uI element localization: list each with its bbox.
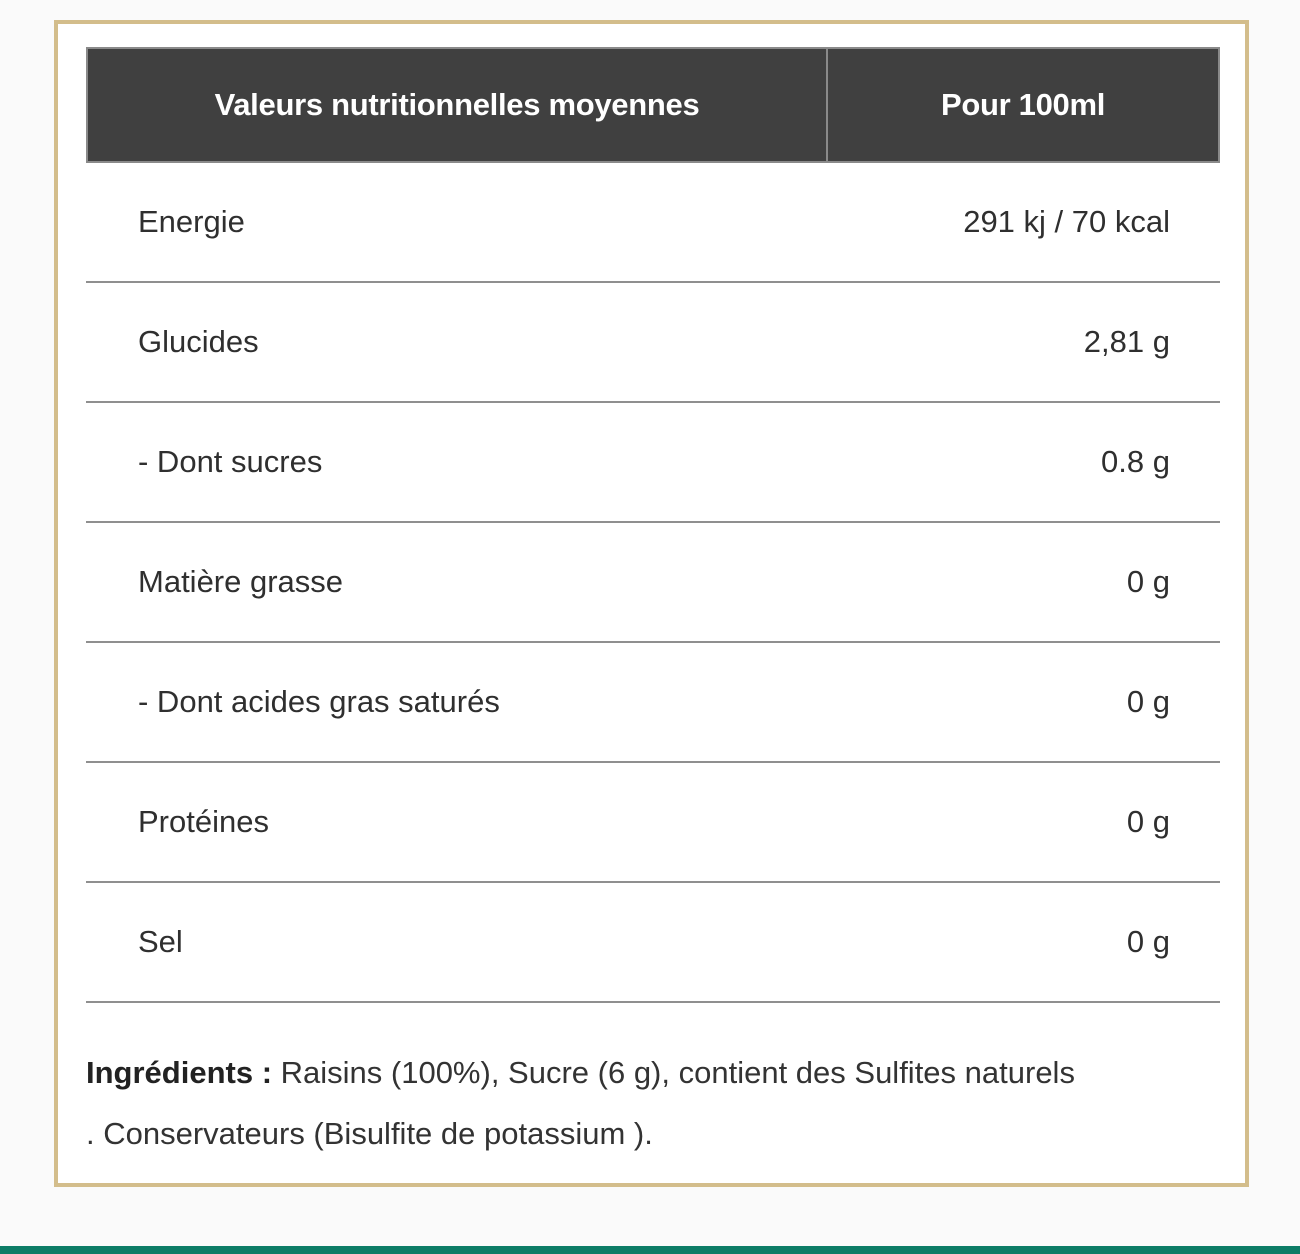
table-row: [86, 283, 1220, 403]
ingredients-label: Ingrédients :: [86, 1055, 273, 1090]
row-value: 0 g: [1126, 564, 1170, 599]
nutrition-table: [86, 47, 1220, 1003]
row-label: Energie: [138, 204, 245, 239]
ingredients-text: [86, 1042, 1226, 1164]
table-row: [86, 763, 1220, 883]
row-value: 0 g: [1126, 804, 1170, 839]
row-label: Sel: [138, 924, 183, 959]
nutrition-card: [54, 20, 1249, 1187]
ingredients-line-2: . Conservateurs (Bisulfite de potassium ).: [86, 1116, 653, 1151]
table-row: [86, 163, 1220, 283]
table-row: [86, 403, 1220, 523]
row-label: Protéines: [138, 804, 269, 839]
row-label: Matière grasse: [138, 564, 344, 599]
header-value-column: Pour 100ml: [940, 87, 1106, 122]
row-value: 0 g: [1126, 924, 1170, 959]
header-name-column: Valeurs nutritionnelles moyennes: [88, 49, 828, 161]
table-header: [86, 47, 1220, 163]
row-value: 291 kj / 70 kcal: [963, 204, 1170, 239]
table-row: [86, 883, 1220, 1003]
row-label: - Dont sucres: [138, 444, 323, 479]
table-row: [86, 643, 1220, 763]
row-value: 0.8 g: [1101, 444, 1170, 479]
row-label: Glucides: [138, 324, 259, 359]
row-label: - Dont acides gras saturés: [138, 684, 500, 719]
ingredients-line-1: Raisins (100%), Sucre (6 g), contient des Sulfites naturels: [272, 1055, 1075, 1090]
footer-accent-bar: [0, 1246, 1300, 1254]
table-row: [86, 523, 1220, 643]
row-value: 0 g: [1126, 684, 1170, 719]
row-value: 2,81 g: [1083, 324, 1170, 359]
